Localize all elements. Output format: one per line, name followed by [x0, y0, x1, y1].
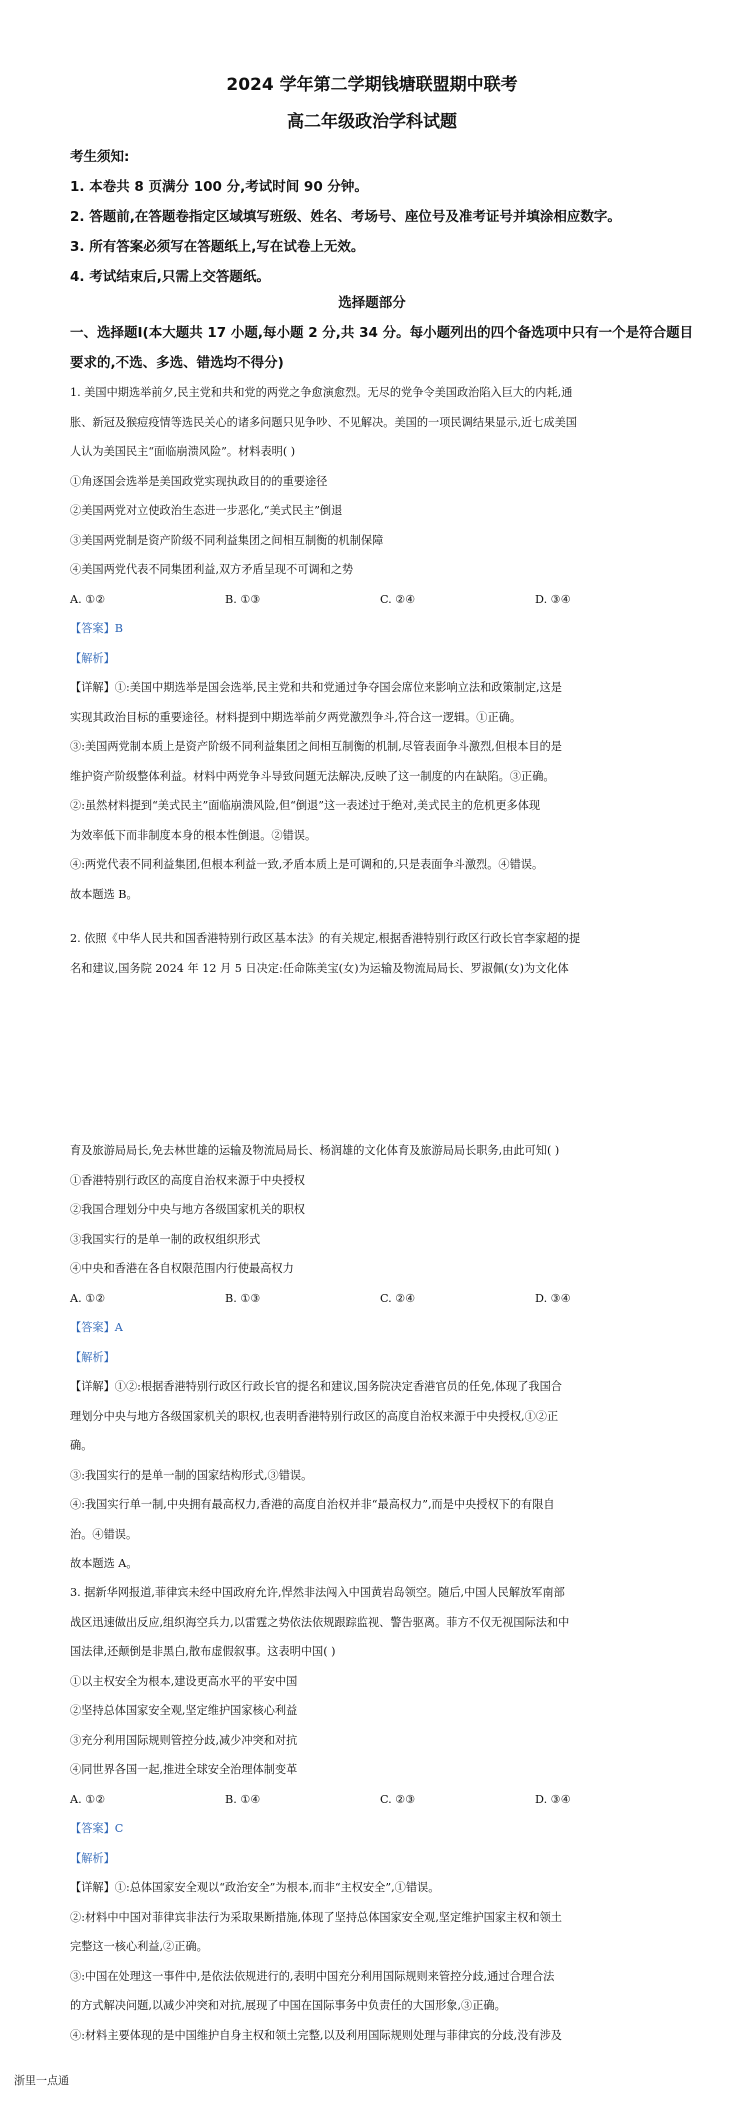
question-2-top — [70, 924, 690, 983]
q1-detail-line: 为效率低下而非制度本身的根本性倒退。②错误。 — [70, 828, 317, 842]
q3-detail-line: ②:材料中中国对菲律宾非法行为采取果断措施,体现了坚持总体国家安全观,坚定维护国家主权和领土 — [70, 1910, 562, 1924]
q3-detail-line: 【详解】①:总体国家安全观以“政治安全”为根本,而非“主权安全”,①错误。 — [70, 1881, 440, 1894]
q2-option-b: B. ①③ — [225, 1291, 261, 1305]
q2-analysis-label: 【解析】 — [70, 1350, 115, 1364]
q2-detail-line: 治。④错误。 — [70, 1527, 138, 1541]
q1-answer: 【答案】B — [70, 622, 123, 635]
section-title: 选择题部分 — [338, 295, 406, 311]
footer-watermark: 浙里一点通 — [14, 2074, 69, 2087]
q3-option-a: A. ①② — [70, 1792, 106, 1806]
notice-block — [70, 142, 710, 292]
q1-statement: ③美国两党制是资产阶级不同利益集团之间相互制衡的机制保障 — [70, 533, 384, 547]
q1-stem-line: 胀、新冠及猴痘疫情等选民关心的诸多问题只见争吵、不见解决。美国的一项民调结果显示,近七成美国 — [70, 415, 577, 429]
question-1 — [70, 378, 690, 909]
question-2-bottom — [70, 1136, 690, 1579]
q2-detail-line: 确。 — [70, 1439, 93, 1452]
q2-statement: ③我国实行的是单一制的政权组织形式 — [70, 1232, 261, 1246]
q2-option-d: D. ③④ — [535, 1291, 571, 1305]
q2-option-a: A. ①② — [70, 1291, 106, 1305]
q3-statement: ②坚持总体国家安全观,坚定维护国家核心利益 — [70, 1704, 298, 1717]
q2-stem-line: 2. 依照《中华人民共和国香港特别行政区基本法》的有关规定,根据香港特别行政区行政长官李家超的提 — [70, 932, 581, 945]
q2-answer: 【答案】A — [70, 1321, 123, 1334]
q3-stem-line: 国法律,还颠倒是非黑白,散布虚假叙事。这表明中国( ) — [70, 1645, 336, 1658]
q1-analysis-label: 【解析】 — [70, 651, 115, 665]
notice-item: 3. 所有答案必须写在答题纸上,写在试卷上无效。 — [70, 239, 365, 255]
q1-option-a: A. ①② — [70, 592, 106, 606]
q2-stem-line: 名和建议,国务院 2024 年 12 月 5 日决定:任命陈美宝(女)为运输及物流局局长、罗淑佩(女)为文化体 — [70, 961, 569, 975]
q3-detail-line: 完整这一核心利益,②正确。 — [70, 1940, 208, 1953]
q3-stem-line: 战区迅速做出反应,组织海空兵力,以雷霆之势依法依规跟踪监视、警告驱离。菲方不仅无视国际法和中 — [70, 1615, 570, 1629]
notice-heading: 考生须知: — [70, 149, 130, 165]
notice-item: 1. 本卷共 8 页满分 100 分,考试时间 90 分钟。 — [70, 179, 368, 195]
q3-option-c: C. ②③ — [380, 1792, 416, 1806]
q1-statement: ④美国两党代表不同集团利益,双方矛盾呈现不可调和之势 — [70, 563, 354, 576]
q2-statement: ④中央和香港在各自权限范围内行使最高权力 — [70, 1262, 294, 1275]
q1-stem-line: 人认为美国民主“面临崩溃风险”。材料表明( ) — [70, 445, 296, 458]
q3-analysis-label: 【解析】 — [70, 1851, 115, 1865]
q3-detail-line: 的方式解决问题,以减少冲突和对抗,展现了中国在国际事务中负责任的大国形象,③正确。 — [70, 1999, 506, 2012]
q2-statement: ②我国合理划分中央与地方各级国家机关的职权 — [70, 1203, 305, 1216]
q1-detail-line: ③:美国两党制本质上是资产阶级不同利益集团之间相互制衡的机制,尽管表面争斗激烈,但根本目的是 — [70, 740, 562, 753]
q2-statement: ①香港特别行政区的高度自治权来源于中央授权 — [70, 1173, 305, 1187]
q3-statement: ①以主权安全为根本,建设更高水平的平安中国 — [70, 1674, 298, 1688]
q1-detail-line: 【详解】①:美国中期选举是国会选举,民主党和共和党通过争夺国会席位来影响立法和政策制定,这是 — [70, 681, 562, 694]
q1-detail-line: ④:两党代表不同利益集团,但根本利益一致,矛盾本质上是可调和的,只是表面争斗激烈。④错误。 — [70, 858, 544, 871]
q3-detail-line: ④:材料主要体现的是中国维护自身主权和领土完整,以及利用国际规则处理与菲律宾的分歧,没有涉及 — [70, 2028, 562, 2042]
q2-option-c: C. ②④ — [380, 1291, 416, 1305]
q1-option-d: D. ③④ — [535, 592, 571, 606]
q3-option-d: D. ③④ — [535, 1792, 571, 1806]
q2-detail-line: ④:我国实行单一制,中央拥有最高权力,香港的高度自治权并非“最高权力”,而是中央授权下的有限自 — [70, 1498, 555, 1511]
question-3 — [70, 1578, 690, 2050]
q1-statement: ②美国两党对立使政治生态进一步恶化,“美式民主”倒退 — [70, 504, 343, 517]
q3-detail-line: ③:中国在处理这一事件中,是依法依规进行的,表明中国充分利用国际规则来管控分歧,通过合理合法 — [70, 1969, 555, 1983]
q2-options — [70, 1284, 690, 1314]
q2-detail-line: 理划分中央与地方各级国家机关的职权,也表明香港特别行政区的高度自治权来源于中央授权,①②正 — [70, 1409, 559, 1423]
q1-detail-line: 实现其政治目标的重要途径。材料提到中期选举前夕两党激烈争斗,符合这一逻辑。①正确。 — [70, 710, 522, 724]
q1-stem-line: 1. 美国中期选举前夕,民主党和共和党的两党之争愈演愈烈。无尽的党争令美国政治陷入巨大的内耗,通 — [70, 386, 573, 399]
part-title: 一、选择题Ⅰ(本大题共 17 小题,每小题 2 分,共 34 分。每小题列出的四个备选项中只有一个是符合题目要求的,不选、多选、错选均不得分) — [70, 325, 694, 371]
q2-stem-line: 育及旅游局局长,免去林世雄的运输及物流局局长、杨润雄的文化体育及旅游局局长职务,由此可知( ) — [70, 1144, 560, 1157]
q1-detail-line: ②:虽然材料提到“美式民主”面临崩溃风险,但“倒退”这一表述过于绝对,美式民主的危机更多体现 — [70, 799, 541, 812]
notice-item: 4. 考试结束后,只需上交答题纸。 — [70, 269, 270, 285]
q1-detail-line: 维护资产阶级整体利益。材料中两党争斗导致问题无法解决,反映了这一制度的内在缺陷。③正确。 — [70, 769, 555, 783]
exam-subtitle: 高二年级政治学科试题 — [287, 112, 457, 132]
q1-option-b: B. ①③ — [225, 592, 261, 606]
q1-statement: ①角逐国会选举是美国政党实现执政目的的重要途径 — [70, 474, 328, 488]
q1-option-c: C. ②④ — [380, 592, 416, 606]
q3-statement: ③充分利用国际规则管控分歧,减少冲突和对抗 — [70, 1733, 298, 1747]
q2-detail-line: ③:我国实行的是单一制的国家结构形式,③错误。 — [70, 1468, 313, 1482]
q3-statement: ④同世界各国一起,推进全球安全治理体制变革 — [70, 1763, 298, 1776]
q1-detail-line: 故本题选 B。 — [70, 887, 138, 901]
q3-stem-line: 3. 据新华网报道,菲律宾未经中国政府允许,悍然非法闯入中国黄岩岛领空。随后,中国人民解放军南部 — [70, 1586, 565, 1599]
q3-option-b: B. ①④ — [225, 1792, 261, 1806]
q3-answer: 【答案】C — [70, 1822, 124, 1835]
exam-title: 2024 学年第二学期钱塘联盟期中联考 — [226, 75, 518, 95]
q2-detail-line: 故本题选 A。 — [70, 1557, 138, 1570]
q3-options — [70, 1785, 690, 1815]
notice-item: 2. 答题前,在答题卷指定区域填写班级、姓名、考场号、座位号及准考证号并填涂相应数字。 — [70, 209, 621, 225]
q1-options — [70, 585, 690, 615]
q2-detail-line: 【详解】①②:根据香港特别行政区行政长官的提名和建议,国务院决定香港官员的任免,体现了我国合 — [70, 1380, 562, 1393]
